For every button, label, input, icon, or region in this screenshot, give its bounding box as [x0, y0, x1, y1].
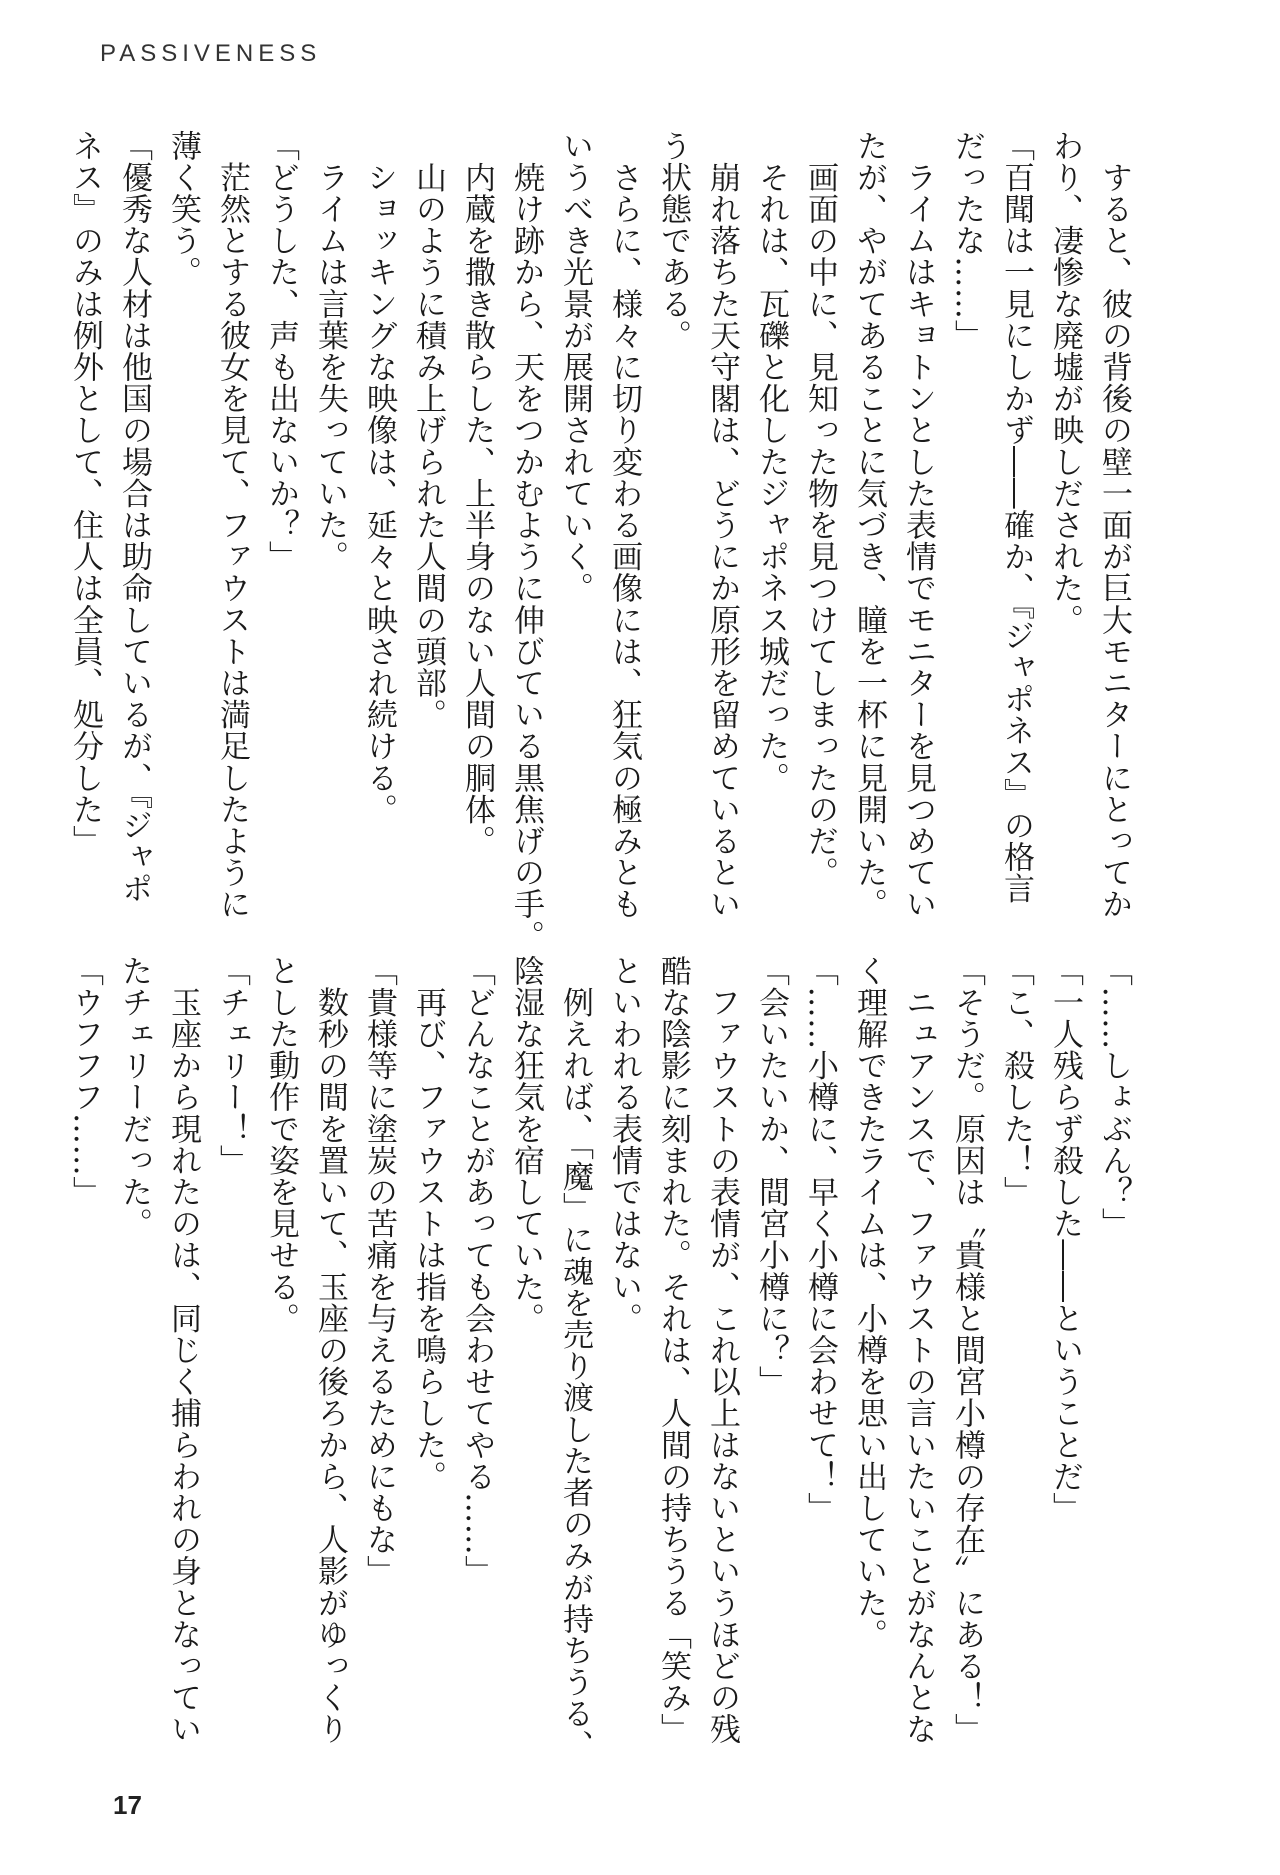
text-line: 「そうだ。原因は〝貴様と間宮小樽の存在〟にある！」 [949, 955, 985, 1745]
text-line: たが、やがてあることに気づき、瞳を一杯に見開いた。 [851, 130, 887, 920]
text-line: 「貴様等に塗炭の苦痛を与えるためにもな」 [361, 955, 397, 1587]
text-line: いうべき光景が展開されていく。 [557, 130, 593, 604]
text-line: く理解できたライムは、小樽を思い出していた。 [851, 955, 887, 1651]
text-line: ライムは言葉を失っていた。 [312, 130, 348, 573]
text-line: 玉座から現れたのは、同じく捕らわれの身となってい [165, 955, 201, 1745]
text-line: すると、彼の背後の壁一面が巨大モニターにとってか [1096, 130, 1132, 920]
text-line: 薄く笑う。 [165, 130, 201, 288]
text-line: 数秒の間を置いて、玉座の後ろから、人影がゆっくり [312, 955, 348, 1745]
text-line: 「ウフフフ……」 [67, 955, 103, 1208]
text-line: 酷な陰影に刻まれた。それは、人間の持ちうる「笑み」 [655, 955, 691, 1745]
text-line: 「チェリー！」 [214, 955, 250, 1177]
text-line: だったな……」 [949, 130, 985, 352]
text-line: 陰湿な狂気を宿していた。 [508, 955, 544, 1335]
text-line: ファウストの表情が、これ以上はないというほどの残 [704, 955, 740, 1745]
text-line: さらに、様々に切り変わる画像には、狂気の極みとも [606, 130, 642, 920]
text-line: たチェリーだった。 [116, 955, 152, 1240]
text-line: 山のように積み上げられた人間の頭部。 [410, 130, 446, 731]
text-line: 「百聞は一見にしかず――確か、『ジャポネス』の格言 [998, 130, 1034, 905]
text-line: 「……小樽に、早く小樽に会わせて！」 [802, 955, 838, 1524]
running-header: PASSIVENESS [100, 40, 322, 67]
page-number: 17 [113, 1790, 142, 1820]
text-line: といわれる表情ではない。 [606, 955, 642, 1335]
text-line: 「……しょぶん？」 [1096, 955, 1132, 1240]
text-line: 「こ、殺した！」 [998, 955, 1034, 1208]
upper-text-block [67, 130, 1138, 952]
text-line: 茫然とする彼女を見て、ファウストは満足したように [214, 130, 250, 920]
text-line: 「優秀な人材は他国の場合は助命しているが、『ジャポ [116, 130, 152, 905]
text-line: 「どんなことがあっても会わせてやる……」 [459, 955, 495, 1587]
text-line: とした動作で姿を見せる。 [263, 955, 299, 1335]
text-line: う状態である。 [655, 130, 691, 352]
text-line: ショッキングな映像は、延々と映され続ける。 [361, 130, 397, 826]
text-line: それは、瓦礫と化したジャポネス城だった。 [753, 130, 789, 794]
text-line: 「一人残らず殺した――ということだ」 [1047, 955, 1083, 1524]
text-line: 再び、ファウストは指を鳴らした。 [410, 955, 446, 1493]
text-line: ネス』のみは例外として、住人は全員、処分した」 [67, 130, 103, 857]
text-line: 「どうした、声も出ないか？」 [263, 130, 299, 573]
text-line: 崩れ落ちた天守閣は、どうにか原形を留めているとい [704, 130, 740, 920]
text-line: 画面の中に、見知った物を見つけてしまったのだ。 [802, 130, 838, 889]
text-line: ライムはキョトンとした表情でモニターを見つめてい [900, 130, 936, 920]
text-line: わり、凄惨な廃墟が映しだされた。 [1047, 130, 1083, 636]
text-line: 例えれば、「魔」に魂を売り渡した者のみが持ちうる、 [557, 955, 593, 1762]
lower-text-block [67, 955, 1138, 1762]
text-line: 焼け跡から、天をつかむように伸びている黒焦げの手。 [508, 130, 544, 952]
text-line: 内蔵を撒き散らした、上半身のない人間の胴体。 [459, 130, 495, 857]
text-line: 「会いたいか、間宮小樽に？」 [753, 955, 789, 1398]
text-line: ニュアンスで、ファウストの言いたいことがなんとな [900, 955, 936, 1745]
